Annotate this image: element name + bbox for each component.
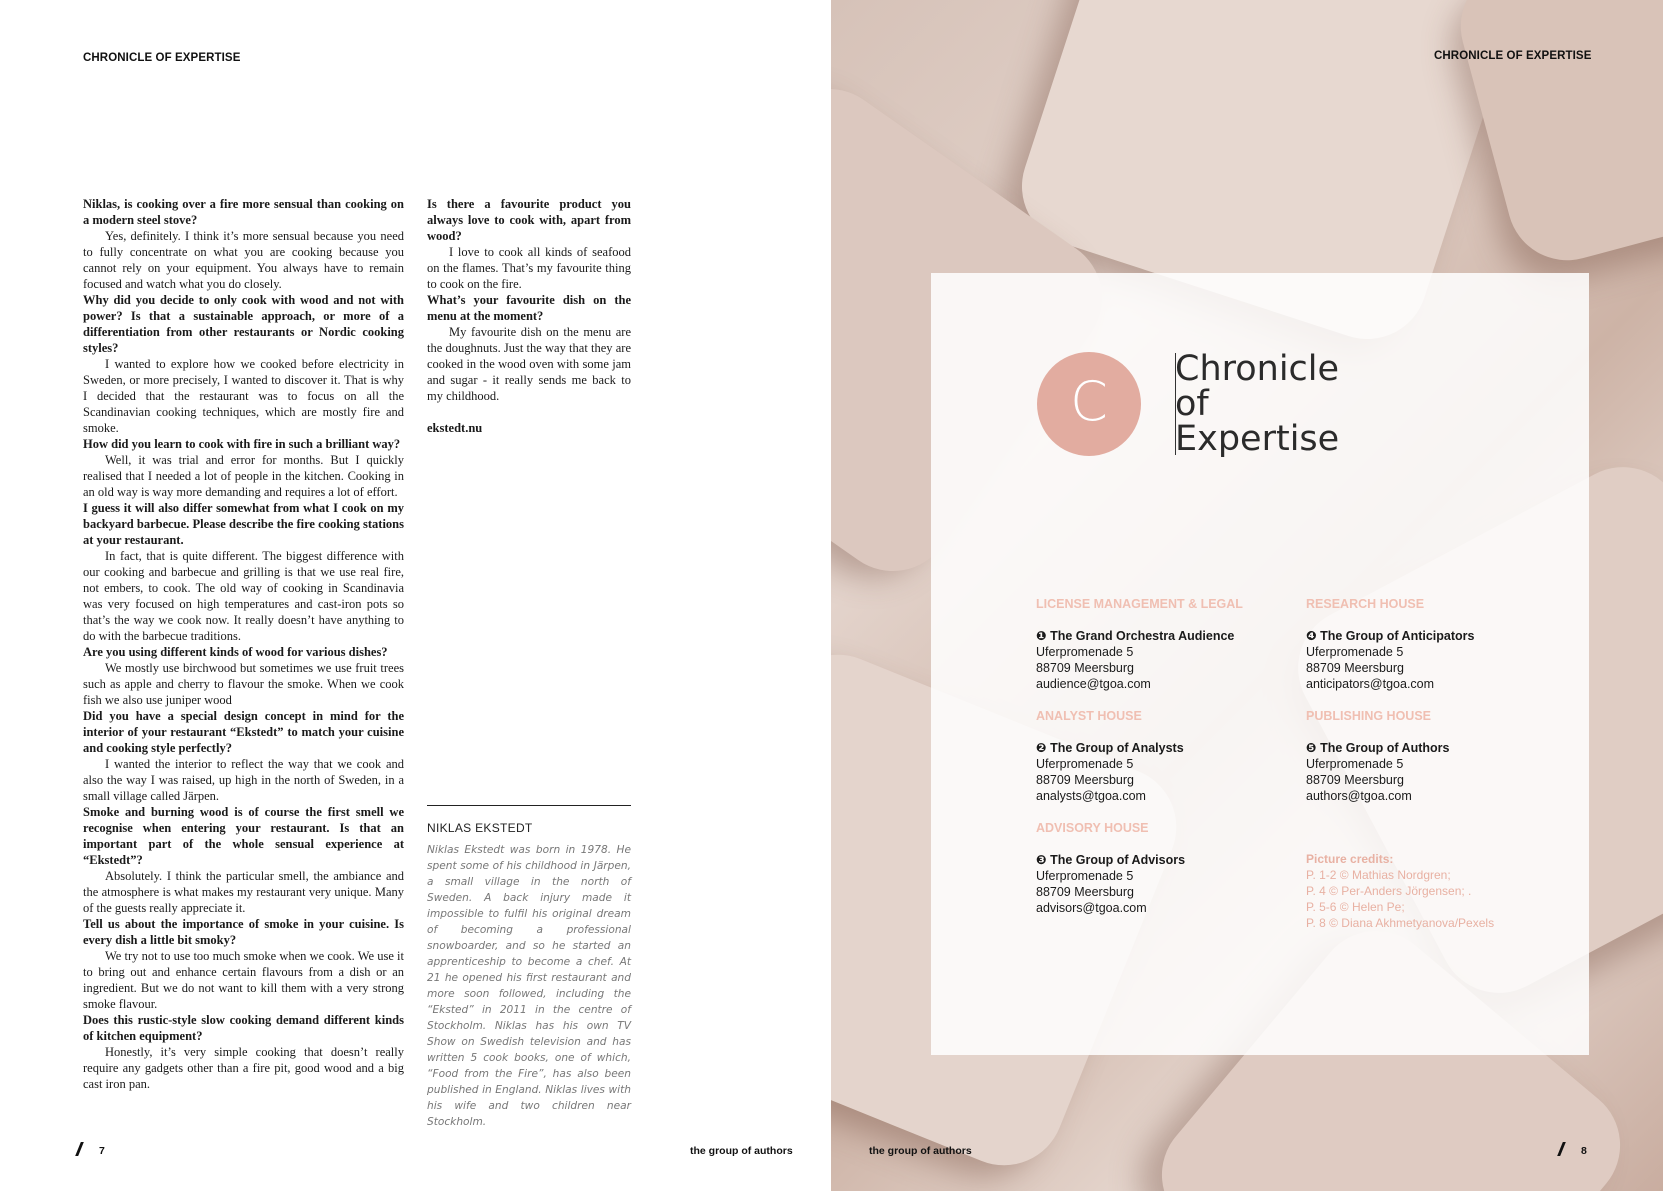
interview-answer: Yes, definitely. I think it’s more sensual because you need to fully concentrate on what you are cooking because you cannot rely on your equipment. You always have to remain focused and watch what you do closely. [83,229,404,291]
address-city: 88709 Meersburg [1036,661,1134,675]
address-email[interactable]: advisors@tgoa.com [1036,901,1147,915]
picture-credits [1306,851,1494,931]
interview-answer: In fact, that is quite different. The biggest difference with our cooking and barbecue and grilling is that we use real fire, not embers, to cook. The old way of cooking in Scandinavia was very focused on high temperatures and cast-iron pots so that’s the way we cook now. It really doesn’t have anything to do with the barbecue traditions. [83,549,404,643]
interview-column-1 [83,196,404,1092]
address-name: ❶ The Grand Orchestra Audience [1036,629,1235,643]
section-heading-analyst: ANALYST HOUSE [1036,709,1142,723]
page-number-right: 8 [1581,1145,1587,1157]
logo-title [1175,349,1340,459]
address-street: Uferpromenade 5 [1036,757,1134,771]
credits-title: Picture credits: [1306,852,1394,866]
interview-answer: Honestly, it’s very simple cooking that doesn’t really require any gadgets other than a fire pit, good wood and a big cast iron pan. [83,1045,404,1091]
interview-question: Tell us about the importance of smoke in your cuisine. Is every dish a little bit smoky? [83,917,404,947]
running-head-left: CHRONICLE OF EXPERTISE [83,52,241,64]
interview-question: How did you learn to cook with fire in such a brilliant way? [83,437,401,451]
address-city: 88709 Meersburg [1306,661,1404,675]
address-advisory [1036,852,1185,916]
interview-question: Does this rustic-style slow cooking demand different kinds of kitchen equipment? [83,1013,404,1043]
interview-question: I guess it will also differ somewhat from what I cook on my backyard barbecue. Please describe the fire cooking stations at your restaurant. [83,501,404,547]
section-heading-advisory: ADVISORY HOUSE [1036,821,1149,835]
address-email[interactable]: anticipators@tgoa.com [1306,677,1435,691]
address-analyst [1036,740,1184,804]
footer-left: the group of authors [690,1145,793,1157]
interview-answer: I wanted to explore how we cooked before electricity in Sweden, or more precisely, I wanted to discover it. That is why I decided that the restaurant was to focus on all the Scandinavian cooking techniques, which are mostly fire and smoke. [83,357,404,435]
logo-title-line: Chronicle [1175,349,1340,389]
interview-question: Why did you decide to only cook with wood and not with power? Is that a sustainable approach, or more of a differentiation from other restaurants or Nordic cooking styles? [83,293,404,355]
interview-answer: We mostly use birchwood but sometimes we use fruit trees such as apple and cherry to flavour the smoke. When we cook fish we also use juniper wood [83,661,404,707]
interview-answer: Absolutely. I think the particular smell, the ambiance and the atmosphere is what makes my restaurant very unique. Many of the guests really appreciate it. [83,869,404,915]
bio-divider [427,805,631,806]
logo-letter: C [1070,370,1108,433]
interview-question: Did you have a special design concept in mind for the interior of your restaurant “Ekstedt” to match your cuisine and cooking style perfectly? [83,709,404,755]
interview-answer: Well, it was trial and error for months. But I quickly realised that I needed a lot of people in the kitchen. Cooking in an old way is way more demanding and requires a lot of effort. [83,453,404,499]
credit-line: P. 8 © Diana Akhmetyanova/Pexels [1306,916,1495,930]
address-name: ❹ The Group of Anticipators [1306,629,1475,643]
section-heading-publishing: PUBLISHING HOUSE [1306,709,1432,723]
section-heading-research: RESEARCH HOUSE [1306,597,1425,611]
address-city: 88709 Meersburg [1036,885,1134,899]
interview-answer: We try not to use too much smoke when we cook. We use it to bring out and enhance certain flavours from a dish or an ingredient. But we do not want to kill them with a very strong smoke flavour. [83,949,404,1011]
bio-heading: NIKLAS EKSTEDT [427,821,533,835]
interview-answer: I wanted the interior to reflect the way that we cook and also the way I was raised, up high in the north of Sweden, in a small village called Järpen. [83,757,404,803]
credit-line: P. 5-6 © Helen Pe; [1306,900,1405,914]
slash-logo-icon [75,1142,84,1156]
address-license [1036,628,1234,692]
interview-question: Are you using different kinds of wood for various dishes? [83,645,388,659]
interview-column-2 [427,196,631,404]
page-number-left: 7 [99,1145,105,1157]
interview-question: Niklas, is cooking over a fire more sensual than cooking on a modern steel stove? [83,197,404,227]
logo-circle [1037,352,1141,456]
running-head-right: CHRONICLE OF EXPERTISE [1434,50,1592,62]
address-street: Uferpromenade 5 [1036,869,1134,883]
logo-title-line: Expertise [1175,419,1340,459]
address-publishing [1306,740,1449,804]
address-city: 88709 Meersburg [1036,773,1134,787]
footer-right: the group of authors [869,1145,972,1157]
section-heading-license: LICENSE MANAGEMENT & LEGAL [1036,597,1243,611]
credit-line: P. 4 © Per-Anders Jörgensen; . [1306,884,1472,898]
address-street: Uferpromenade 5 [1036,645,1134,659]
address-email[interactable]: analysts@tgoa.com [1036,789,1146,803]
bio-text: Niklas Ekstedt was born in 1978. He spent some of his childhood in Järpen, a small village in the north of Sweden. A back injury made it impossible to fulfil his original dream of becoming a professional snowboarder, and so he started an apprenticeship to become a chef. At 21 he opened his first restaurant and more soon followed, including the “Eksted” in 2011 in the centre of Stockholm. Niklas has his own TV Show on Swedish television and has written 5 cook books, one of which, “Food from the Fire”, has also been published in England. Niklas lives with his wife and two children near Stockholm. [427,844,631,1128]
address-name: ❷ The Group of Analysts [1036,741,1184,755]
address-street: Uferpromenade 5 [1306,645,1404,659]
address-name: ❸ The Group of Advisors [1036,853,1186,867]
website-link[interactable]: ekstedt.nu [427,421,483,435]
address-street: Uferpromenade 5 [1306,757,1404,771]
interview-answer: My favourite dish on the menu are the doughnuts. Just the way that they are cooked in the wood oven with some jam and sugar - it really sends me back to my childhood. [427,325,631,403]
address-city: 88709 Meersburg [1306,773,1404,787]
logo-title-line: of [1175,384,1209,424]
interview-question: Smoke and burning wood is of course the first smell we recognise when entering your restaurant. Is that an important part of the whole sensual experience at “Ekstedt”? [83,805,404,867]
left-page [0,0,831,1191]
interview-question: What’s your favourite dish on the menu at the moment? [427,293,631,323]
interview-answer: I love to cook all kinds of seafood on the flames. That’s my favourite thing to cook on the fire. [427,245,631,291]
paper-shape [1447,0,1663,274]
address-email[interactable]: audience@tgoa.com [1036,677,1151,691]
address-email[interactable]: authors@tgoa.com [1306,789,1412,803]
address-name: ❺ The Group of Authors [1306,741,1450,755]
address-research [1306,628,1474,692]
credit-line: P. 1-2 © Mathias Nordgren; [1306,868,1451,882]
interview-question: Is there a favourite product you always love to cook with, apart from wood? [427,197,631,243]
